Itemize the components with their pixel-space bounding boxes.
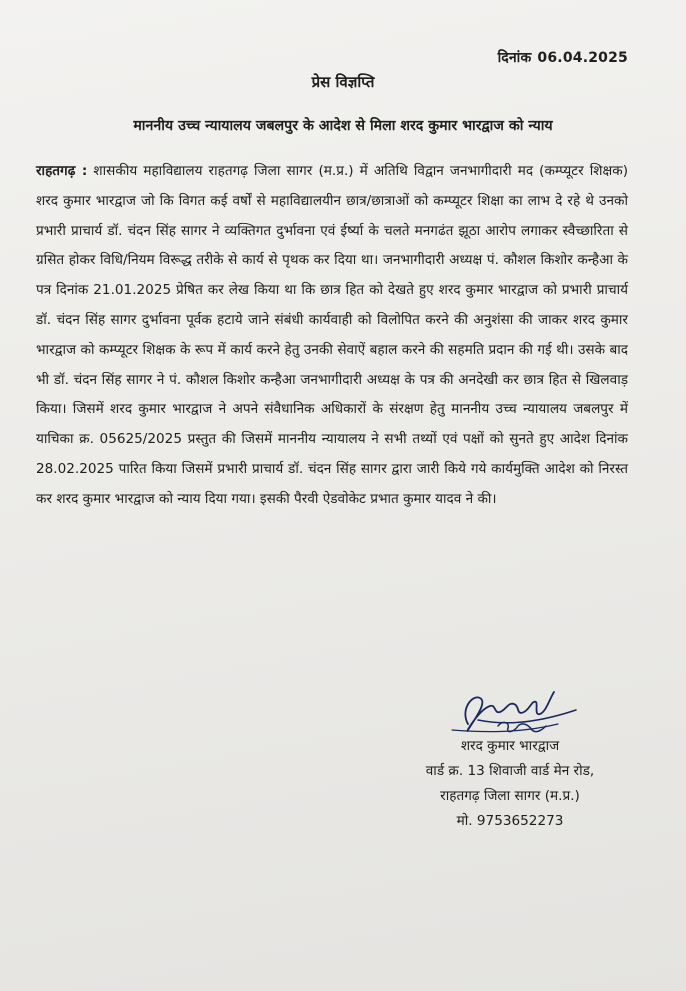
signatory-address-line2: राहतगढ़ जिला सागर (म.प्र.) bbox=[440, 788, 580, 804]
date-value: 06.04.2025 bbox=[537, 50, 628, 66]
press-release-body bbox=[36, 157, 628, 515]
press-release-heading: प्रेस विज्ञप्ति bbox=[311, 73, 375, 91]
signatory-address-line1: वार्ड क्र. 13 शिवाजी वार्ड मेन रोड, bbox=[425, 763, 595, 779]
signature-block bbox=[380, 734, 640, 834]
handwritten-signature bbox=[438, 680, 588, 742]
date-line bbox=[498, 48, 628, 67]
dateline-place: राहतगढ़ : bbox=[36, 163, 88, 179]
signatory-name: शरद कुमार भारद्वाज bbox=[460, 738, 560, 754]
press-release-subheading: माननीय उच्च न्यायालय जबलपुर के आदेश से मिला शरद कुमार भारद्वाज को न्याय bbox=[133, 118, 553, 134]
body-paragraph: शासकीय महाविद्यालय राहतगढ़ जिला सागर (म.प्र.) में अतिथि विद्वान जनभागीदारी मद (कम्प्यूटर शिक्षक) शरद कुमार भारद्वाज जो कि विगत कई वर्षों से महाविद्यालयीन छात्र/छात्राओं को कम्प्यूटर शिक्षा का लाभ दे रहे थे उनको प्रभारी प्राचार्य डॉ. चंदन सिंह सागर ने व्यक्तिगत दुर्भावना एवं ईर्ष्या के चलते मनगढंत झूठा आरोप लगाकर स्वैच्छारिता से ग्रसित होकर विधि/नियम विरूद्ध तरीके से कार्य से पृथक कर दिया था। जनभागीदारी अध्यक्ष पं. कौशल किशोर कन्हैआ के पत्र दिनांक 21.01.2025 प्रेषित कर लेख किया था कि छात्र हित को देखते हुए शरद कुमार भारद्वाज को प्रभारी प्राचार्य डॉ. चंदन सिंह सागर दुर्भावना पूर्वक हटाये जाने संबंधी कार्यवाही को विलोपित करने की अनुशंसा की जाकर शरद कुमार भारद्वाज को कम्प्यूटर शिक्षक के रूप में कार्य करने हेतु उनकी सेवाऐं बहाल करने की सहमति प्रदान की गई थी। उसके बाद भी डॉ. चंदन सिंह सागर ने पं. कौशल किशोर कन्हैआ जनभागीदारी अध्यक्ष के पत्र की अनदेखी कर छात्र हित से खिलवाड़ किया। जिसमें शरद कुमार भारद्वाज ने अपने संवैधानिक अधिकारों के संरक्षण हेतु माननीय उच्च न्यायालय जबलपुर में याचिका क्र. 05625/2025 प्रस्तुत की जिसमें माननीय न्यायालय ने सभी तथ्यों एवं पक्षों को सुनते हुए आदेश दिनांक 28.02.2025 पारित किया जिसमें प्रभारी प्राचार्य डॉ. चंदन सिंह सागर द्वारा जारी किये गये कार्यमुक्ति आदेश को निरस्त कर शरद कुमार भारद्वाज को न्याय दिया गया। इसकी पैरवी ऐडवोकेट प्रभात कुमार यादव ने की। bbox=[36, 163, 628, 507]
date-label: दिनांक bbox=[497, 50, 532, 66]
signatory-phone: मो. 9753652273 bbox=[456, 813, 564, 829]
